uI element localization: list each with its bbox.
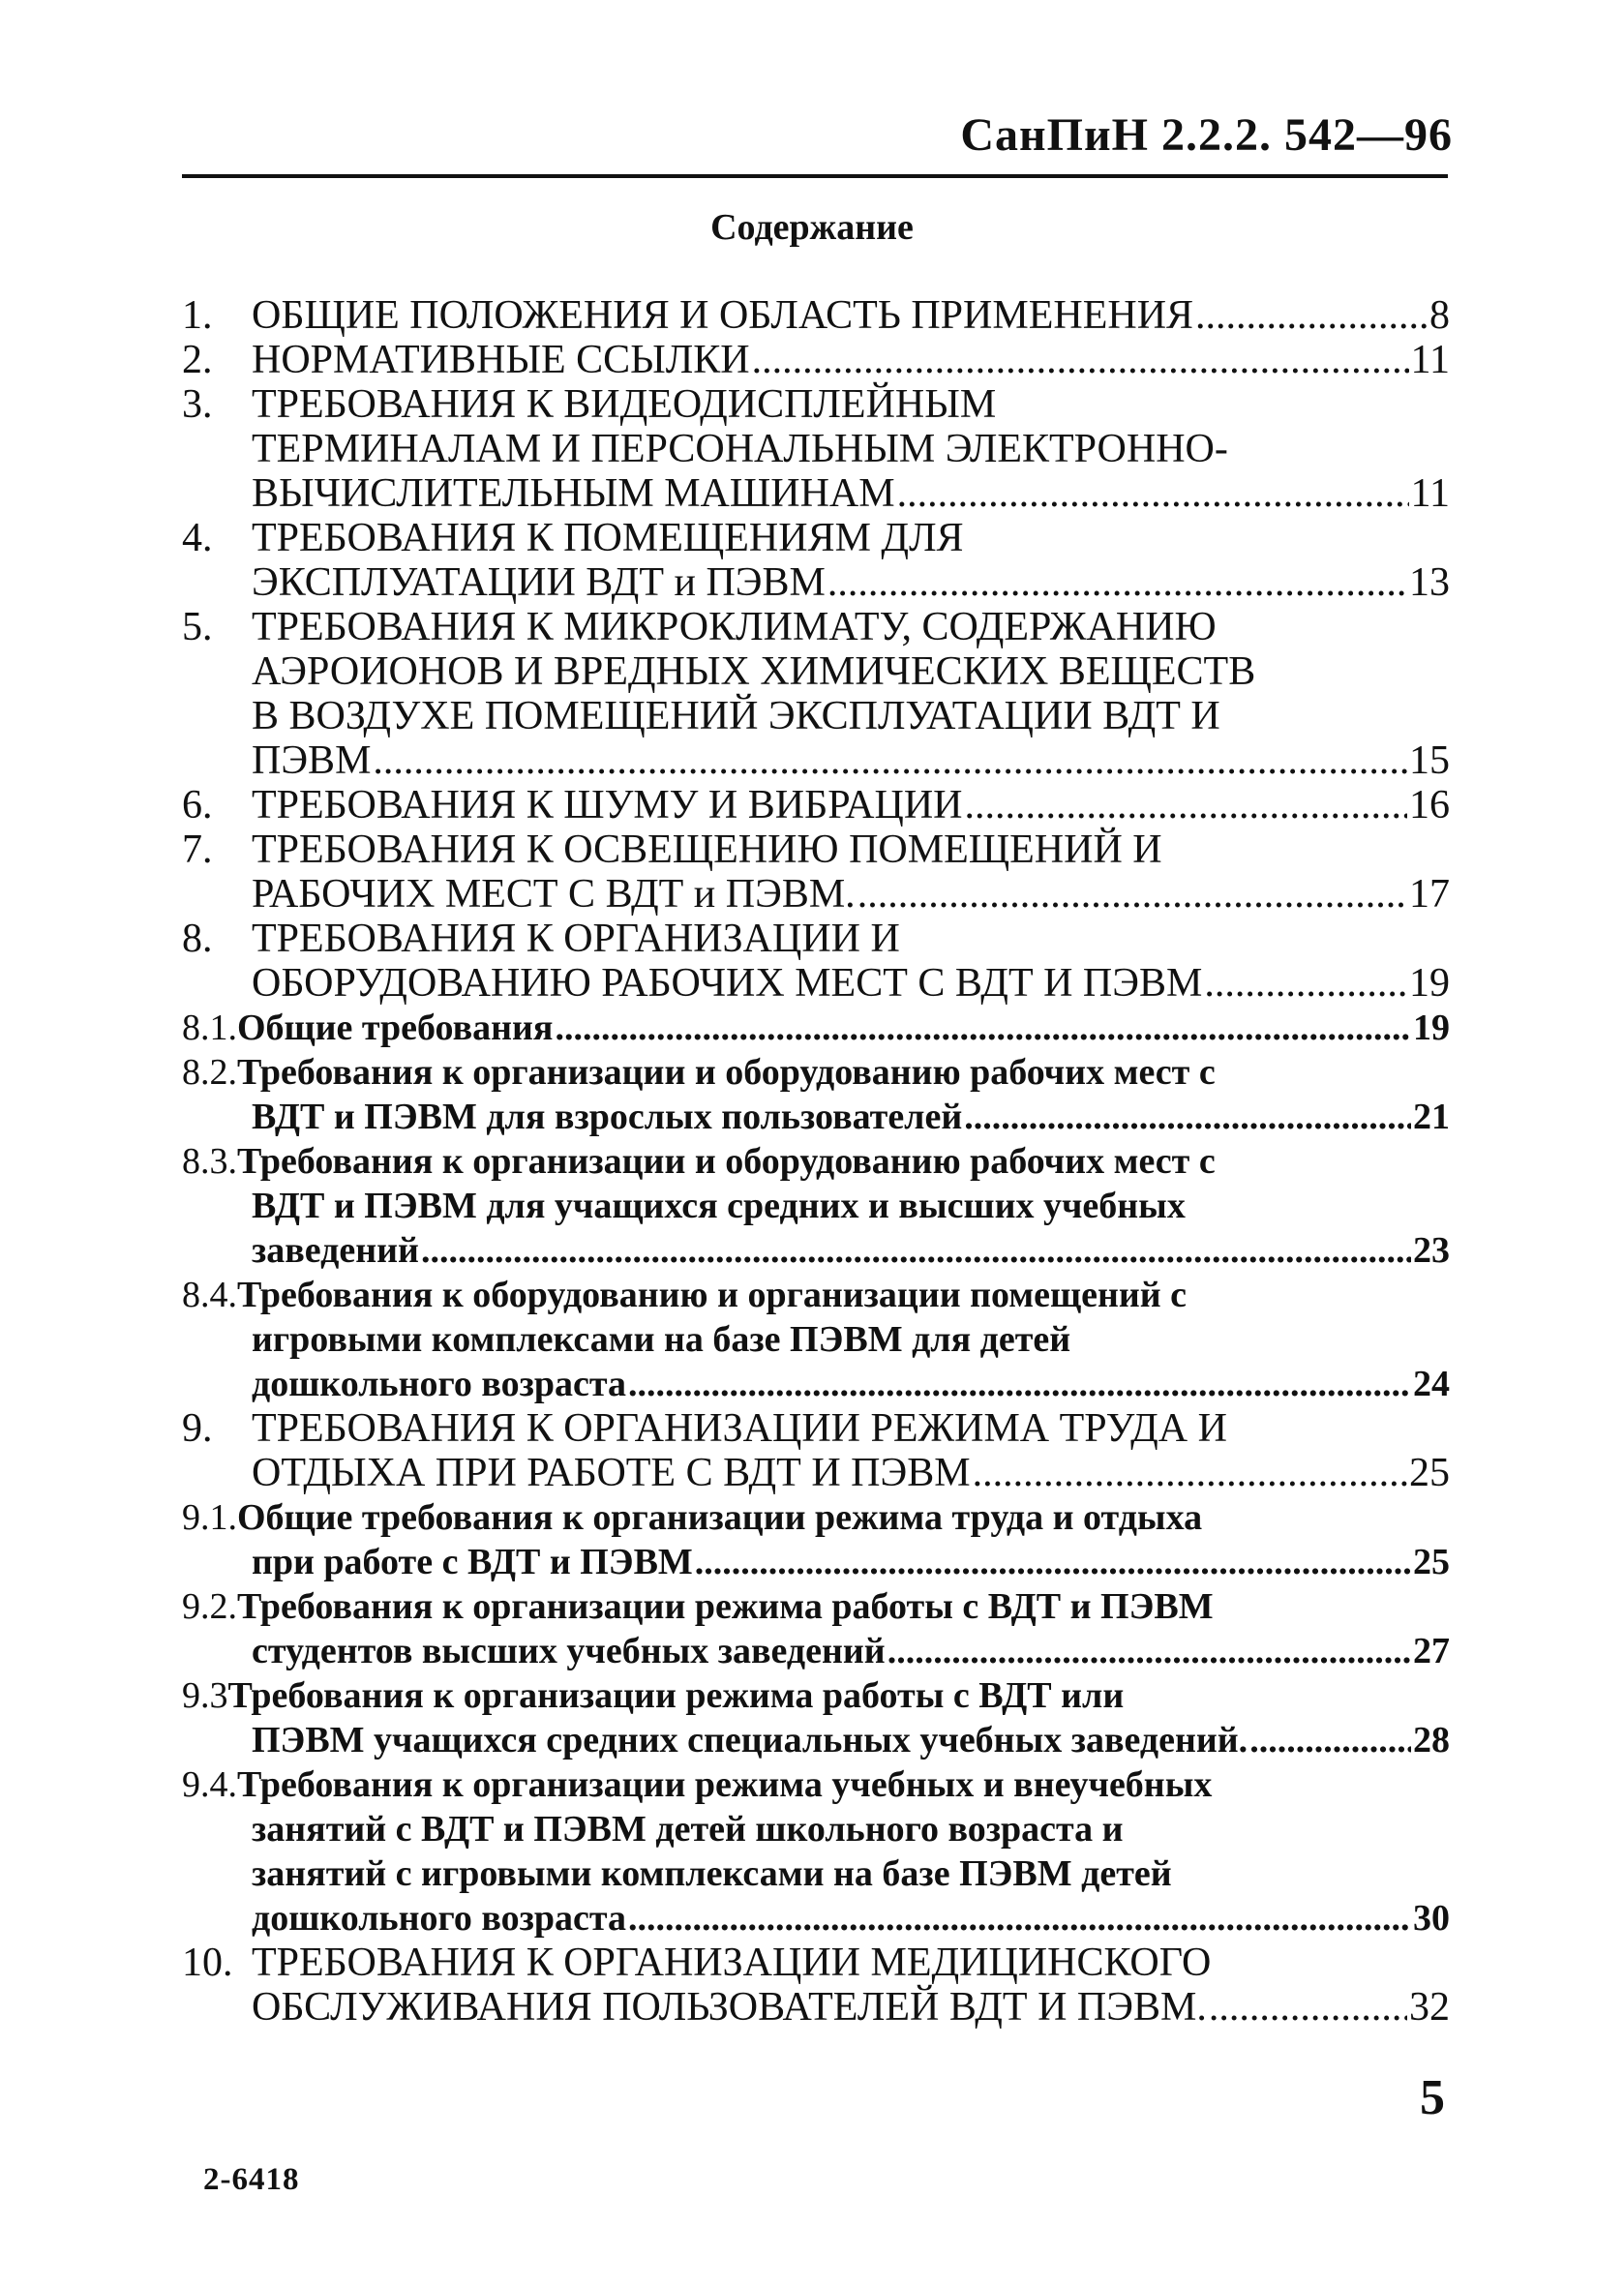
dot-leader (1195, 293, 1428, 338)
toc-entry-text: Общие требования (237, 1008, 554, 1048)
toc-entry-page: 28 (1413, 1720, 1450, 1760)
toc-entry-text: Требования к организации режима работы с ВДТ или (227, 1675, 1125, 1716)
toc-entry-number: 8.1. (182, 1008, 237, 1048)
toc-entry-8-2 (182, 1050, 1450, 1139)
toc-entry-text: ТРЕБОВАНИЯ К ОРГАНИЗАЦИИ РЕЖИМА ТРУДА И (252, 1406, 1227, 1451)
toc-entry-text: ПЭВМ (252, 738, 372, 783)
toc-entry-number: 4. (182, 516, 213, 560)
toc-entry-page: 16 (1409, 783, 1450, 828)
toc-entry-text: ТРЕБОВАНИЯ К ОРГАНИЗАЦИИ И (252, 917, 900, 961)
toc-entry-text: ВДТ и ПЭВМ для учащихся средних и высших учебных (252, 1186, 1186, 1226)
toc-entry-number: 9.4. (182, 1764, 237, 1805)
toc-entry-text: Общие требования к организации режима труда и отдыха (237, 1497, 1203, 1538)
toc-entry-text: ОТДЫХА ПРИ РАБОТЕ С ВДТ И ПЭВМ (252, 1451, 971, 1495)
toc-entry-text: ТРЕБОВАНИЯ К ШУМУ И ВИБРАЦИИ (252, 783, 963, 828)
dot-leader (628, 1362, 1411, 1406)
toc-entry-8 (182, 917, 1450, 1006)
toc-entry-page: 30 (1413, 1898, 1450, 1939)
dot-leader (1204, 961, 1407, 1006)
toc-entry-text: ТРЕБОВАНИЯ К МИКРОКЛИМАТУ, СОДЕРЖАНИЮ (252, 605, 1217, 649)
toc-entry-page: 17 (1409, 872, 1450, 917)
toc-entry-text: игровыми комплексами на базе ПЭВМ для детей (252, 1319, 1071, 1360)
dot-leader (964, 1095, 1411, 1139)
toc-entry-number: 5. (182, 605, 213, 649)
toc-entry-4 (182, 516, 1450, 605)
dot-leader (887, 1629, 1411, 1673)
toc-entry-number: 9.2. (182, 1586, 237, 1627)
toc-entry-text: дошкольного возраста (252, 1364, 626, 1404)
toc-entry-5 (182, 605, 1450, 783)
toc-entry-number: 9.3 (182, 1675, 228, 1716)
dot-leader (555, 1006, 1411, 1050)
toc-entry-page: 32 (1409, 1985, 1450, 2030)
dot-leader (827, 560, 1407, 605)
toc-entry-3 (182, 382, 1450, 516)
toc-entry-number: 1. (182, 293, 213, 338)
toc-entry-9-3 (182, 1673, 1450, 1762)
header-rule (182, 174, 1448, 178)
toc-entry-number: 9.1. (182, 1497, 237, 1538)
toc-entry-page: 21 (1413, 1097, 1450, 1137)
toc-entry-9-4 (182, 1762, 1450, 1941)
toc-entry-text: ТРЕБОВАНИЯ К ВИДЕОДИСПЛЕЙНЫМ (252, 382, 997, 427)
toc-entry-number: 7. (182, 828, 213, 872)
toc-entry-text: ВЫЧИСЛИТЕЛЬНЫМ МАШИНАМ (252, 471, 895, 516)
toc-entry-text: ОБСЛУЖИВАНИЯ ПОЛЬЗОВАТЕЛЕЙ ВДТ И ПЭВМ. (252, 1985, 1207, 2030)
toc-entry-text: ОБЩИЕ ПОЛОЖЕНИЯ И ОБЛАСТЬ ПРИМЕНЕНИЯ (252, 293, 1194, 338)
toc-entry-number: 3. (182, 382, 213, 427)
toc-entry-page: 25 (1413, 1542, 1450, 1582)
toc-entry-text: при работе с ВДТ и ПЭВМ (252, 1542, 693, 1582)
dot-leader (965, 783, 1407, 828)
toc-entry-1 (182, 293, 1450, 338)
toc-entry-number: 8.3. (182, 1141, 237, 1182)
toc-entry-text: Требования к организации режима учебных и внеучебных (237, 1764, 1213, 1805)
toc-entry-text: Требования к организации и оборудованию рабочих мест с (237, 1141, 1216, 1182)
dot-leader (1209, 1985, 1407, 2030)
toc-entry-text: студентов высших учебных заведений (252, 1631, 886, 1671)
toc-entry-page: 8 (1429, 293, 1450, 338)
toc-entry-number: 8. (182, 917, 213, 961)
toc-entry-text: дошкольного возраста (252, 1898, 626, 1939)
page-number: 5 (1420, 2070, 1445, 2125)
toc-entry-8-4 (182, 1273, 1450, 1406)
toc-entry-number: 8.2. (182, 1052, 237, 1093)
toc-entry-text: АЭРОИОНОВ И ВРЕДНЫХ ХИМИЧЕСКИХ ВЕЩЕСТВ (252, 649, 1256, 694)
toc-entry-text: ПЭВМ учащихся средних специальных учебных заведений. (252, 1720, 1248, 1760)
toc-entry-6 (182, 783, 1450, 828)
footer-print-code: 2-6418 (203, 2162, 300, 2197)
toc-entry-text: занятий с ВДТ и ПЭВМ детей школьного возраста и (252, 1809, 1124, 1850)
toc-entry-page: 11 (1410, 338, 1450, 382)
toc-entry-page: 23 (1413, 1230, 1450, 1271)
toc-entry-text: Требования к организации режима работы с ВДТ и ПЭВМ (237, 1586, 1214, 1627)
toc-entry-page: 25 (1409, 1451, 1450, 1495)
toc-entry-9-1 (182, 1495, 1450, 1584)
toc-entry-text: Требования к организации и оборудованию рабочих мест с (237, 1052, 1216, 1093)
toc-entry-9 (182, 1406, 1450, 1495)
dot-leader (897, 471, 1409, 516)
toc-entry-number: 10. (182, 1941, 233, 1985)
toc-entry-10 (182, 1941, 1450, 2030)
toc-entry-number: 2. (182, 338, 213, 382)
document-code-header: СанПиН 2.2.2. 542—96 (960, 109, 1453, 161)
toc-entry-text: Требования к оборудованию и организации помещений с (237, 1275, 1188, 1315)
dot-leader (1249, 1718, 1411, 1762)
toc-entry-text: НОРМАТИВНЫЕ ССЫЛКИ (252, 338, 750, 382)
dot-leader (373, 738, 1407, 783)
toc-entry-page: 24 (1413, 1364, 1450, 1404)
toc-title: Содержание (710, 207, 914, 248)
dot-leader (973, 1451, 1407, 1495)
dot-leader (857, 872, 1407, 917)
toc-entry-text: заведений (252, 1230, 419, 1271)
toc-entry-text: ТРЕБОВАНИЯ К ПОМЕЩЕНИЯМ ДЛЯ (252, 516, 964, 560)
toc-entry-text: РАБОЧИХ МЕСТ С ВДТ и ПЭВМ. (252, 872, 856, 917)
toc-entry-8-1 (182, 1006, 1450, 1050)
toc-entry-text: ТРЕБОВАНИЯ К ОСВЕЩЕНИЮ ПОМЕЩЕНИЙ И (252, 828, 1162, 872)
toc-entry-text: ТРЕБОВАНИЯ К ОРГАНИЗАЦИИ МЕДИЦИНСКОГО (252, 1941, 1212, 1985)
toc-entry-page: 19 (1413, 1008, 1450, 1048)
toc-entry-page: 13 (1409, 560, 1450, 605)
toc-entry-text: ТЕРМИНАЛАМ И ПЕРСОНАЛЬНЫМ ЭЛЕКТРОННО- (252, 427, 1228, 471)
toc-entry-number: 9. (182, 1406, 213, 1451)
toc-entry-text: ВДТ и ПЭВМ для взрослых пользователей (252, 1097, 963, 1137)
toc-entry-text: ОБОРУДОВАНИЮ РАБОЧИХ МЕСТ С ВДТ И ПЭВМ (252, 961, 1203, 1006)
toc-entry-page: 27 (1413, 1631, 1450, 1671)
toc-entry-number: 6. (182, 783, 213, 828)
toc-entry-page: 19 (1409, 961, 1450, 1006)
dot-leader (421, 1228, 1411, 1273)
toc-entry-text: В ВОЗДУХЕ ПОМЕЩЕНИЙ ЭКСПЛУАТАЦИИ ВДТ И (252, 694, 1220, 738)
toc-entry-text: занятий с игровыми комплексами на базе ПЭВМ детей (252, 1853, 1172, 1894)
dot-leader (695, 1540, 1411, 1584)
dot-leader (628, 1896, 1411, 1941)
toc-entry-page: 15 (1409, 738, 1450, 783)
toc-entry-9-2 (182, 1584, 1450, 1673)
table-of-contents (182, 293, 1450, 2030)
toc-entry-number: 8.4. (182, 1275, 237, 1315)
toc-entry-8-3 (182, 1139, 1450, 1273)
toc-entry-page: 11 (1410, 471, 1450, 516)
dot-leader (752, 338, 1409, 382)
toc-entry-text: ЭКСПЛУАТАЦИИ ВДТ и ПЭВМ (252, 560, 826, 605)
toc-entry-7 (182, 828, 1450, 917)
toc-entry-2 (182, 338, 1450, 382)
